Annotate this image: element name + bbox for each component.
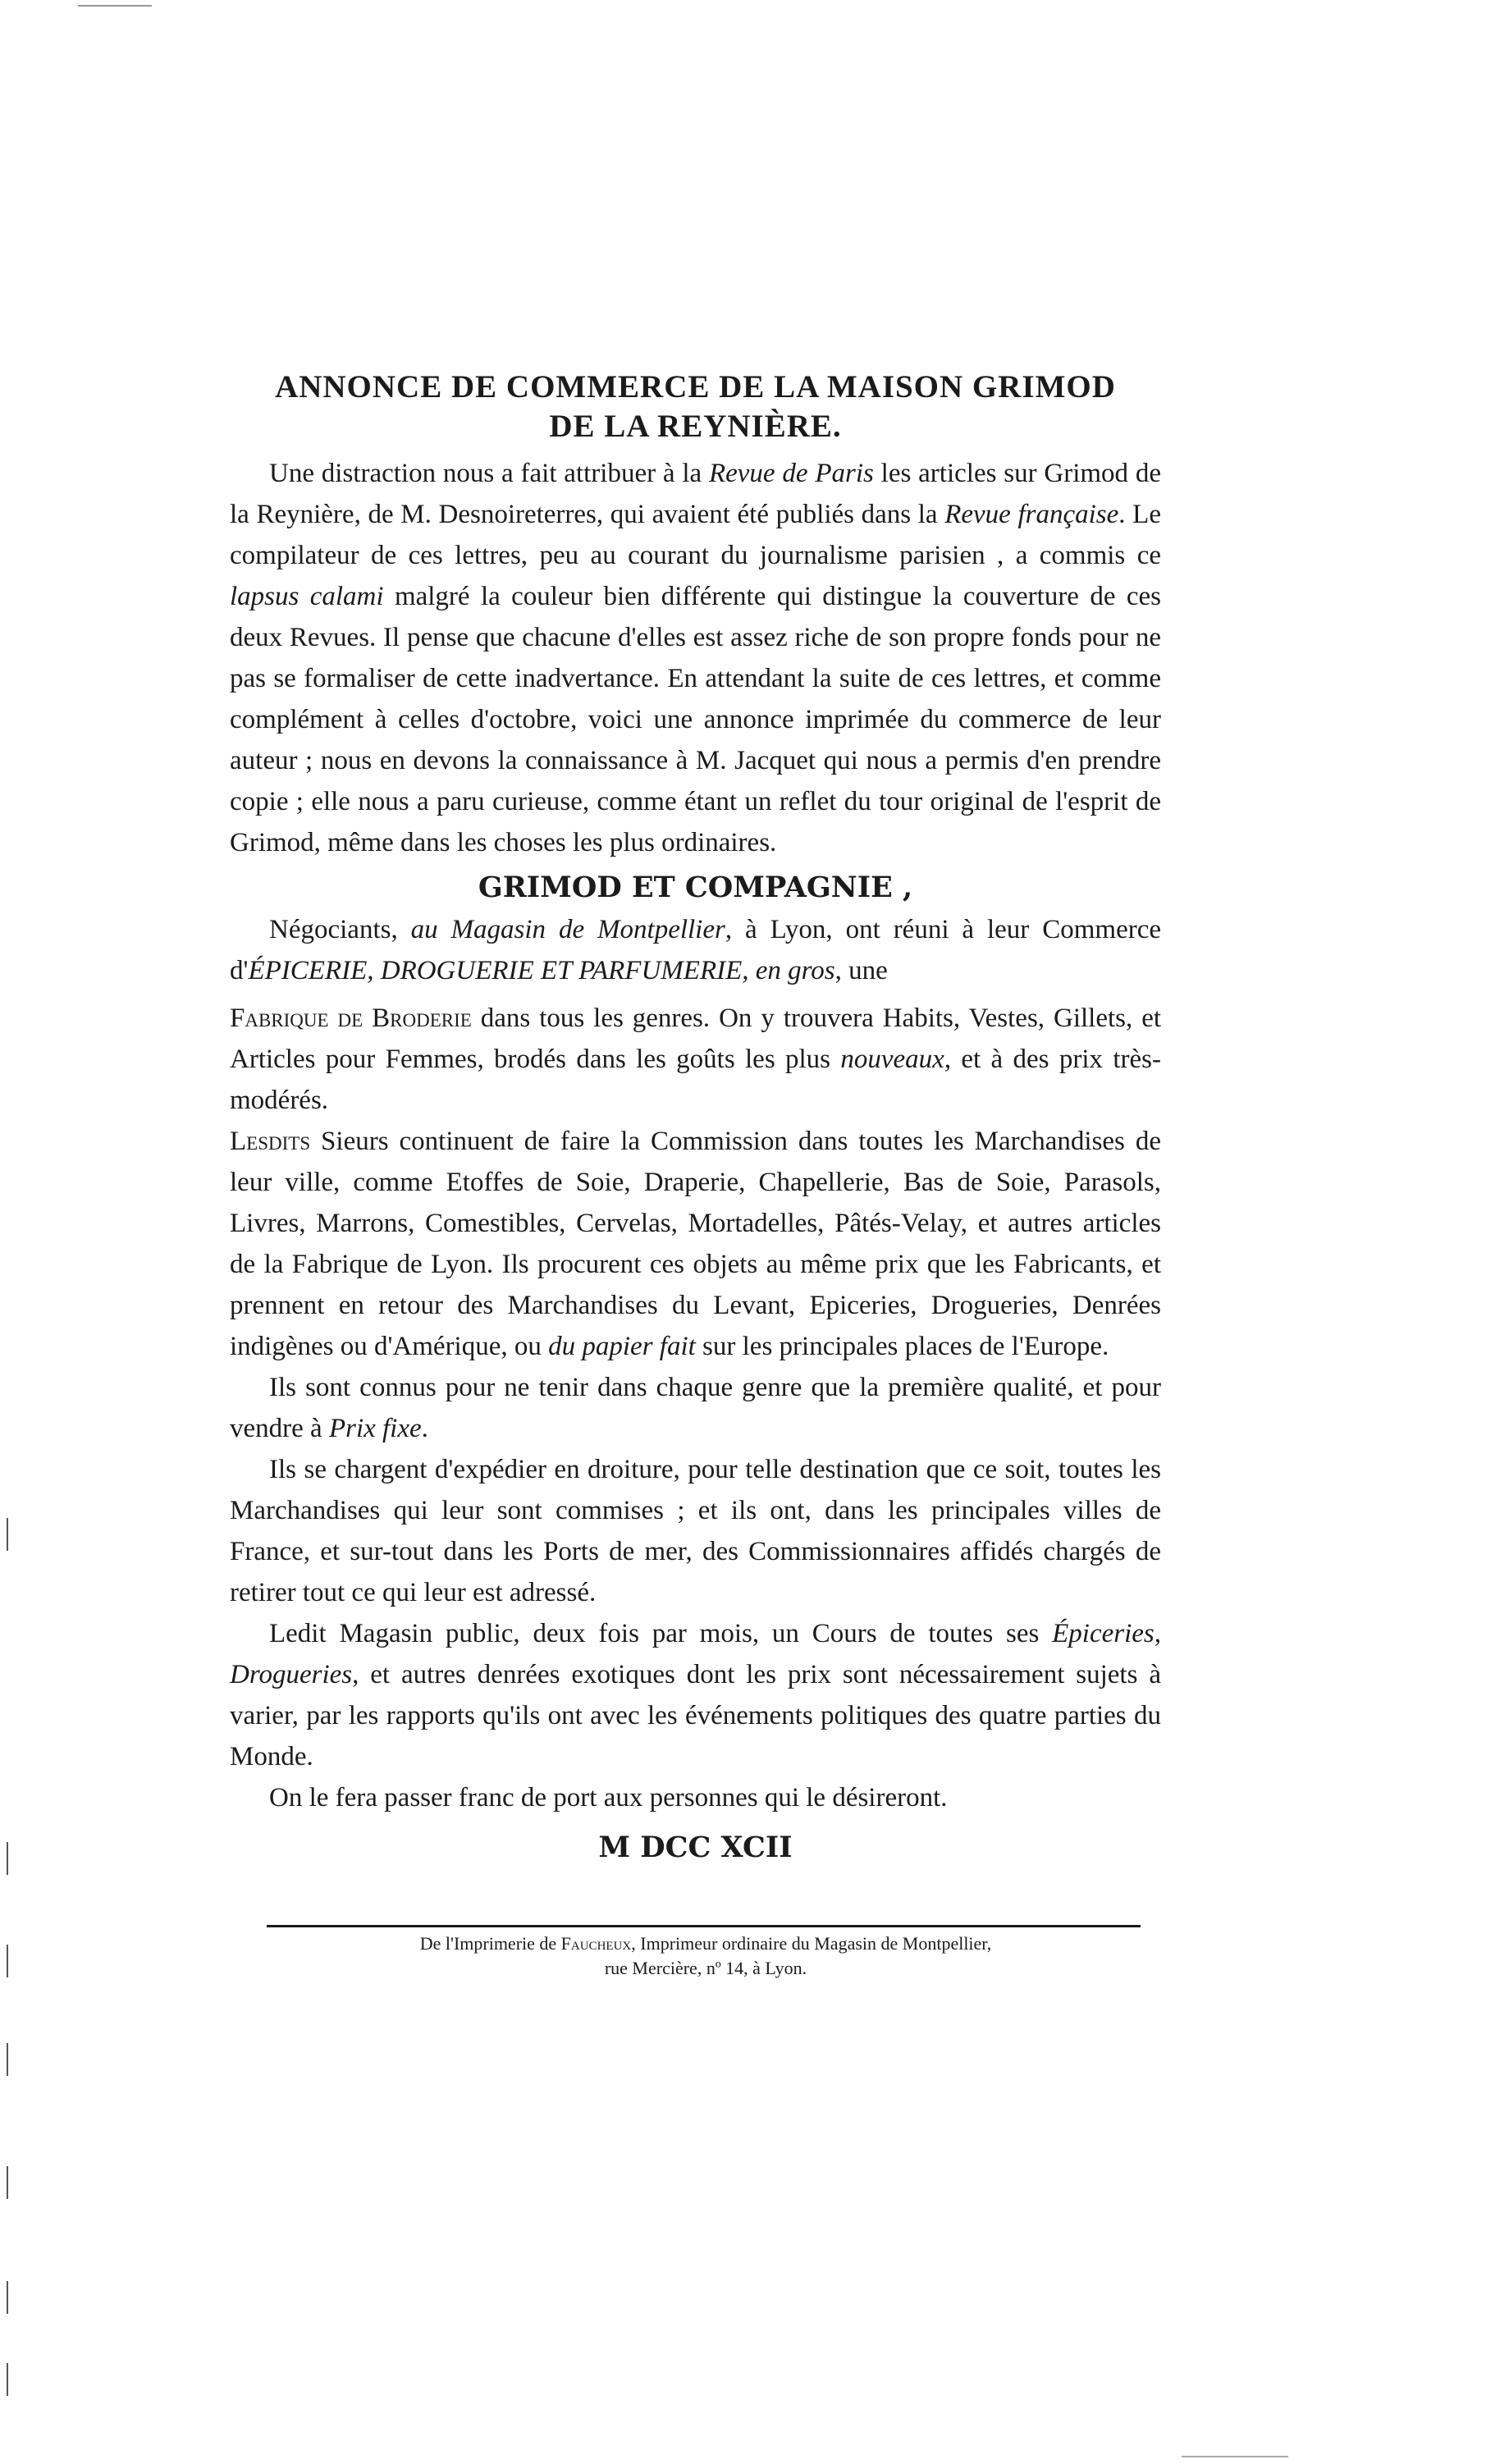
scan-margin-mark [7, 2166, 8, 2199]
lesdits-paragraph [230, 1121, 1161, 1367]
negociants-text-3: , une [834, 956, 888, 985]
lesdits-text-2: sur les principales places de l'Europe. [695, 1332, 1109, 1361]
imprint-text-1: De l'Imprimerie de [419, 1933, 561, 1954]
imprint-text-2: , Imprimeur ordinaire du Magasin de Montpellier, [631, 1933, 992, 1954]
intro-text-3: . Le compilateur de ces lettres, peu au courant du journalisme parisien , a commis ce [230, 500, 1161, 570]
page-title [230, 368, 1161, 446]
franc-de-port-paragraph: On le fera passer franc de port aux personnes qui le désireront. [269, 1783, 948, 1813]
papier-fait: du papier fait [548, 1332, 696, 1361]
negociants-paragraph [230, 909, 1161, 991]
connus-text-1: Ils sont connus pour ne tenir dans chaque genre que la première qualité, et pour vendre à [230, 1373, 1161, 1443]
scan-margin-mark [7, 1518, 8, 1551]
intro-text-2: les articles sur Grimod de la Reynière, de M. Desnoireterres, qui avaient été publiés dans la [230, 459, 1162, 529]
nouveaux-word: nouveaux [840, 1045, 944, 1074]
lapsus-calami: lapsus calami [230, 582, 384, 611]
negociants-text-1: Négociants, [269, 915, 411, 944]
printer-name: Faucheux [560, 1933, 632, 1954]
company-heading: GRIMOD ET COMPAGNIE , [478, 871, 913, 904]
scan-margin-mark [7, 2363, 8, 2396]
prix-fixe: Prix fixe [328, 1414, 422, 1443]
article-body [230, 453, 1161, 1869]
ledit-paragraph [230, 1613, 1161, 1777]
ledit-text-1: Ledit Magasin public, deux fois par mois, un Cours de toutes ses [269, 1619, 1053, 1648]
scan-margin-mark [7, 1945, 8, 1977]
magasin-name: au Magasin de Montpellier [410, 915, 725, 944]
lesdits-text-1: Sieurs continuent de faire la Commission dans toutes les Marchandises de leur ville, comme Etoffes de Soie, Draperie, Chapellerie, Bas de Soie, Parasols, Livres, Marrons, Comestibles, Cervelas, Mortadelles, Pâtés-Velay, et autres articles de la Fabrique de Lyon. Ils procurent ces objets au même prix que les Fabricants, et prennent en retour des Marchandises du Levant, Epiceries, Drogueries, Denrées indigènes ou d'Amérique, ou [230, 1127, 1161, 1361]
connus-text-2: . [421, 1414, 428, 1443]
imprint-line-2: rue Mercière, nº 14, à Lyon. [604, 1958, 807, 1978]
epiceries-drogueries: Épiceries, Drogueries [230, 1619, 1161, 1689]
fabrique-text-2: , et à des prix très-modérés. [230, 1045, 1161, 1115]
epicerie-trades: ÉPICERIE, DROGUERIE ET PARFUMERIE, en gros [248, 956, 835, 985]
imprint-line-1 [271, 1931, 1141, 1956]
intro-paragraph [230, 453, 1161, 863]
fabrique-paragraph [230, 998, 1161, 1121]
intro-text-4: malgré la couleur bien différente qui distingue la couverture de ces deux Revues. Il pense que chacune d'elles est assez riche de son propre fonds pour ne pas se formaliser de cette inadvertance. En attendant la suite de ces lettres, et comme complément à celles d'octobre, voici une annonce imprimée du commerce de leur auteur ; nous en devons la connaissance à M. Jacquet qui nous a permis d'en prendre copie ; elle nous a paru curieuse, comme étant un reflet du tour original de l'esprit de Grimod, même dans les choses les plus ordinaires. [230, 582, 1162, 857]
intro-text-1: Une distraction nous a fait attribuer à la [269, 459, 709, 488]
title-line-2: DE LA REYNIÈRE. [549, 409, 842, 444]
title-line-1: ANNONCE DE COMMERCE DE LA MAISON GRIMOD [275, 369, 1116, 405]
fabrique-heading: Fabrique de Broderie [230, 1003, 472, 1033]
revue-de-paris-title: Revue de Paris [708, 459, 874, 488]
negociants-text-2: , à Lyon, ont réuni à leur Commerce d' [230, 915, 1161, 985]
lesdits-heading: Lesdits [230, 1127, 311, 1156]
scan-margin-mark [7, 1842, 8, 1875]
expedier-paragraph: Ils se chargent d'expédier en droiture, pour telle destination que ce soit, toutes les Marchandises qui leur sont commises ; et ils ont, dans les principales villes de France, et sur-tout dans les Ports de mer, des Commissionnaires affidés chargés de retirer tout ce qui leur est adressé. [230, 1455, 1161, 1607]
connus-paragraph [230, 1367, 1161, 1449]
fabrique-text-1: dans tous les genres. On y trouvera Habits, Vestes, Gillets, et Articles pour Femmes, brodés dans les goûts les plus [230, 1003, 1162, 1074]
revue-francaise-title: Revue française [944, 500, 1119, 529]
scan-edge-bottom [1182, 2456, 1288, 2457]
date-roman: M DCC XCII [598, 1831, 793, 1864]
scan-margin-mark [7, 2043, 8, 2076]
scan-edge-top [78, 5, 152, 7]
imprint-footer [271, 1931, 1141, 1981]
ledit-text-2: , et autres denrées exotiques dont les prix sont nécessairement sujets à varier, par les rapports qu'ils ont avec les événements politiques des quatre parties du Monde. [230, 1660, 1161, 1771]
scan-margin-mark [7, 2281, 8, 2314]
footer-rule [267, 1925, 1141, 1927]
